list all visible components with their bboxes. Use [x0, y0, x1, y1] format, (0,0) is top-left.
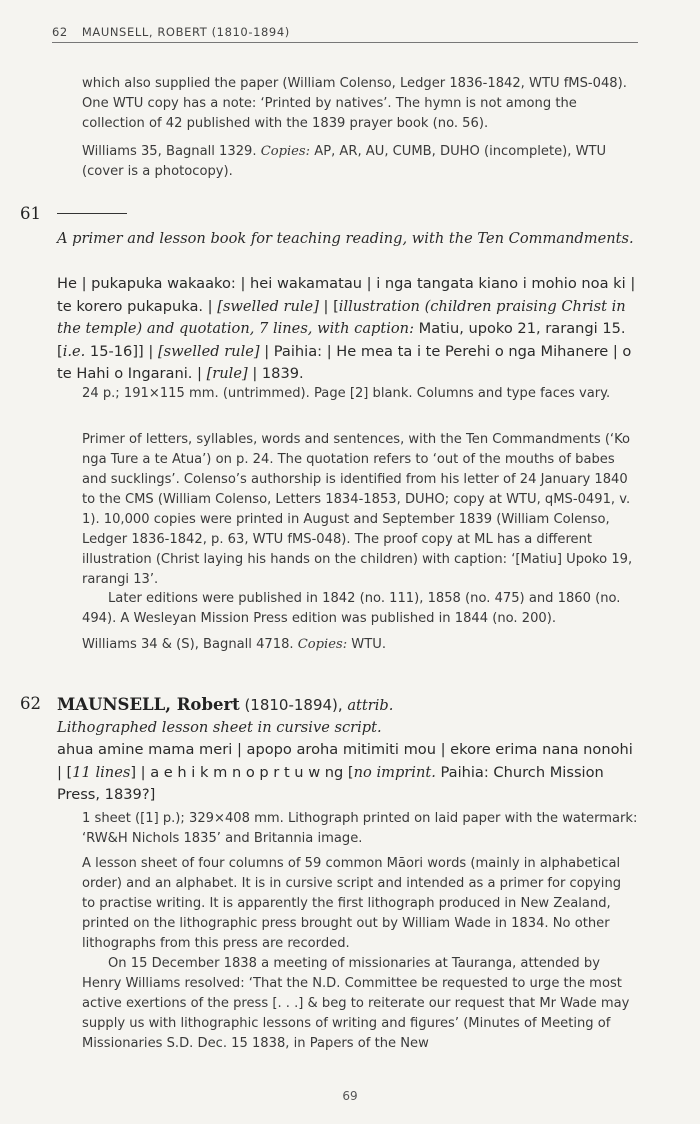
- entry-62-note: A lesson sheet of four columns of 59 common Māori words (mainly in alphabetical order) and an alphabet. It is in cursive script and intended as a primer for copying to practise writing. It is apparently the first lithograph produced in New Zealand, printed on the lithographic press brought out by William Wade in 1834. No other lithographs from this press are recorded.: [82, 856, 622, 951]
- continuation-references: [82, 142, 638, 182]
- running-head: [52, 25, 638, 43]
- entry-62-collation: 1 sheet ([1] p.); 329×408 mm. Lithograph printed on laid paper with the watermark: ‘RW&H Nichols 1835’ and Britannia image.: [82, 811, 638, 846]
- entry-62-title: Lithographed lesson sheet in cursive script.: [57, 719, 382, 736]
- entry-61-transcription: He | pukapuka wakaako: | hei wakamatau | i nga tangata kiano i mohio noa ki | te korero pukapuka. | [swelled rule] | [illustration (children praising Christ in the temple) and quotation, 7 lines, with caption: Matiu, upoko 21, rarangi 15. [i.e. 15-16]] | [swelled rule] | Paihia: | He mea ta i te Perehi o nga Mihanere | o te Hahi o Ingarani. | [rule] | 1839.: [57, 275, 636, 382]
- author-repeat-dash: [57, 213, 127, 214]
- entry-62-dates: (1810-1894),: [244, 696, 343, 714]
- continuation-copies-label: Copies:: [260, 144, 311, 159]
- entry-61-note: Primer of letters, syllables, words and sentences, with the Ten Commandments (‘Ko nga Ture a te Atua’) on p. 24. The quotation refers to ‘out of the mouths of babes and sucklings’. Colenso’s authorship is identified from his letter of 24 January 1840 to the CMS (William Colenso, Letters 1834-1853, DUHO; copy at WTU, qMS-0491, v. 1). 10,000 copies were printed in August and September 1839 (William Colenso, Ledger 1836-1842, p. 63, WTU fMS-048). The proof copy at ML has a different illustration (Christ laying his hands on the children) with caption: ‘[Matiu] Upoko 19, rarangi 13’.: [82, 432, 633, 587]
- entry-61-collation: 24 p.; 191×115 mm. (untrimmed). Page [2] blank. Columns and type faces vary.: [82, 386, 611, 401]
- entry-62-minutes-note: On 15 December 1838 a meeting of missionaries at Tauranga, attended by Henry Williams resolved: ‘That the N.D. Committee be requested to urge the most active exertions of the press [. . .] & beg to reiterate our request that Mr Wade may supply us with lithographic lessons of writing and figures’ (Minutes of Meeting of Missionaries S.D. Dec. 15 1838, in Papers of the New: [82, 956, 630, 1051]
- entry-61-number: 61: [20, 204, 41, 223]
- continuation-note: which also supplied the paper (William Colenso, Ledger 1836-1842, WTU fMS-048). One WTU copy has a note: ‘Printed by natives’. The hymn is not among the collection of 42 published with the 1839 prayer book (no. 56).: [82, 76, 627, 131]
- running-head-page-number: 62: [52, 25, 68, 39]
- entry-62-author: MAUNSELL, Robert: [57, 695, 240, 714]
- entry-61-references: Williams 34 & (S), Bagnall 4718. Copies: WTU.: [82, 637, 386, 652]
- entry-62-heading: [57, 694, 639, 718]
- continuation-copies: AP, AR, AU, CUMB, DUHO (incomplete), WTU (cover is a photocopy).: [82, 144, 607, 179]
- continuation-refs: Williams 35, Bagnall 1329.: [82, 144, 257, 159]
- entry-62-number: 62: [20, 694, 41, 713]
- entry-62-transcription: ahua amine mama meri | apopo aroha mitimiti mou | ekore erima nana nonohi | [11 lines] | a e h i k m n o p r t u w ng [no imprint. Paihia: Church Mission Press, 1839?]: [57, 741, 633, 803]
- page-folio: 69: [342, 1089, 358, 1103]
- running-head-title: MAUNSELL, ROBERT (1810-1894): [81, 25, 290, 39]
- entry-61-later-editions: Later editions were published in 1842 (no. 111), 1858 (no. 475) and 1860 (no. 494). A Wesleyan Mission Press edition was published in 1844 (no. 200).: [82, 591, 621, 626]
- entry-61-title: A primer and lesson book for teaching reading, with the Ten Commandments.: [57, 230, 634, 247]
- entry-62-attrib: attrib.: [347, 697, 394, 714]
